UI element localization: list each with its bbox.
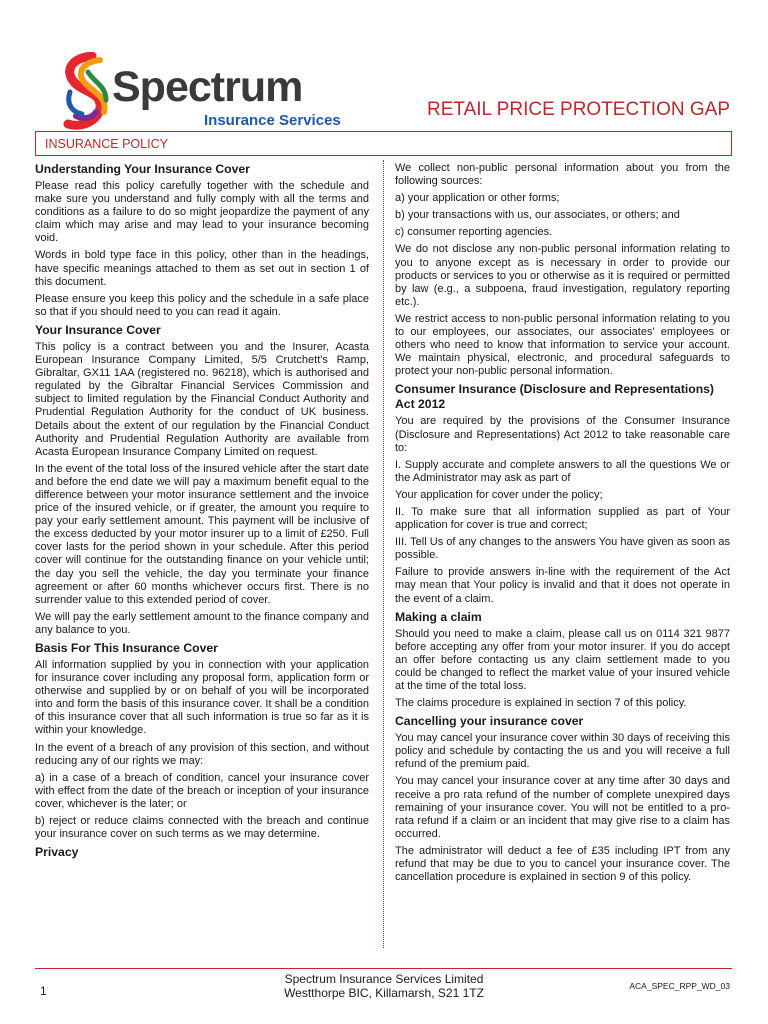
paragraph: c) consumer reporting agencies.	[395, 226, 553, 239]
spectrum-logo	[62, 52, 352, 134]
paragraph: We will pay the early settlement amount to the finance company and any balance to you.	[35, 610, 369, 636]
logo-subtitle: Insurance Services	[204, 112, 341, 129]
heading-cancelling: Cancelling your insurance cover	[395, 714, 584, 729]
footer-divider	[35, 968, 732, 969]
section-label: INSURANCE POLICY	[45, 137, 168, 151]
paragraph: You may cancel your insurance cover within 30 days of receiving this policy and schedule by contacting the us and you will receive a full refund of the premium paid.	[395, 732, 730, 771]
paragraph: a) your application or other forms;	[395, 192, 560, 205]
footer-address: Westthorpe BIC, Killamarsh, S21 1TZ	[284, 986, 484, 1000]
paragraph: b) your transactions with us, our associates, or others; and	[395, 209, 680, 222]
heading-privacy: Privacy	[35, 845, 79, 860]
paragraph: Words in bold type face in this policy, other than in the headings, have specific meanings attached to them as set out in section 1 of this document.	[35, 249, 369, 288]
left-column	[35, 162, 369, 863]
paragraph: I. Supply accurate and complete answers to all the questions We or the Administrator may ask as part of	[395, 458, 730, 484]
paragraph: We do not disclose any non-public personal information relating to you to anyone except as is necessary in order to provide our products or services to you or otherwise as it is required or permitted by law (e.g., a subpoena, fraud investigation, regulatory reporting etc.).	[395, 243, 730, 308]
page-number: 1	[40, 984, 47, 998]
paragraph: In the event of a breach of any provision of this section, and without reducing any of our rights we may:	[35, 741, 369, 767]
paragraph: Your application for cover under the policy;	[395, 488, 603, 501]
paragraph: III. Tell Us of any changes to the answers You have given as soon as possible.	[395, 536, 730, 562]
paragraph: You are required by the provisions of the Consumer Insurance (Disclosure and Representations) Act 2012 to take reasonable care to:	[395, 415, 730, 454]
paragraph: Please read this policy carefully together with the schedule and make sure you understand and fully comply with all the terms and conditions as a failure to do so might jeopardize the payment of any claim which may arise and may lead to your insurance becoming void.	[35, 180, 369, 245]
heading-basis: Basis For This Insurance Cover	[35, 641, 218, 655]
paragraph: b) reject or reduce claims connected with the breach and continue your insurance cover on such terms as we may determine.	[35, 815, 369, 841]
paragraph: This policy is a contract between you and the Insurer, Acasta European Insurance Company Limited, 5/5 Crutchett's Ramp, Gibraltar, GX11 1AA (registered no. 96218), which is authorised and regulated by the Gibraltar Financial Services Commission and subject to limited regulation by the Financial Conduct Authority and Prudential Regulation Authority for the conduct of UK business. Details about the extent of our regulation by the Financial Conduct Authority and Prudential Regulation Authority are available from Acasta European Insurance Company Limited on request.	[35, 340, 369, 458]
paragraph: a) in a case of a breach of condition, cancel your insurance cover with effect from the date of the breach or inception of your insurance cover, whichever is the later; or	[35, 771, 369, 810]
paragraph: In the event of the total loss of the insured vehicle after the start date and before the end date we will pay a maximum benefit equal to the difference between your motor insurance settlement and the invoice price of the insured vehicle, or if greater, the amount you require to pay your early settlement amount. This payment will be inclusive of the excess deducted by your motor insurer up to a limit of £250. Full cover lasts for the period shown in your schedule. After this period cover will continue for the outstanding finance on your vehicle until; the day you sell the vehicle, the day you terminate your finance agreement or after 60 months whichever occurs first. There is no surrender value to this extended period of cover.	[35, 462, 369, 606]
document-reference: ACA_SPEC_RPP_WD_03	[629, 981, 730, 991]
document-title: RETAIL PRICE PROTECTION GAP	[427, 99, 730, 120]
paragraph: All information supplied by you in connection with your application for insurance cover including any proposal form, application form or otherwise and supplied by or on behalf of you will be incorporated into and form the basis of this insurance cover. It shall be a condition of this insurance cover that all such information is true so far as it is within your knowledge.	[35, 659, 369, 737]
section-header	[35, 131, 732, 156]
paragraph: Should you need to make a claim, please call us on 0114 321 9877 before accepting any offer from your motor insurer. If you do accept an offer before contacting us any claim settlement made to you could be changed to reflect the market value of your insured vehicle at the time of the total loss.	[395, 627, 730, 692]
paragraph: II. To make sure that all information supplied as part of Your application for cover is true and correct;	[395, 505, 730, 532]
heading-making-claim: Making a claim	[395, 609, 482, 624]
paragraph: The claims procedure is explained in section 7 of this policy.	[395, 697, 687, 710]
paragraph: We collect non-public personal information about you from the following sources:	[395, 162, 730, 188]
heading-your-cover: Your Insurance Cover	[35, 322, 161, 337]
paragraph: You may cancel your insurance cover at any time after 30 days and receive a pro rata refund of the number of complete unexpired days remaining of your insurance cover. You will not be entitled to a pro-rata refund if a claim or an incident that may give rise to a claim has occurred.	[395, 775, 730, 840]
column-divider	[383, 160, 384, 948]
right-column	[395, 162, 730, 888]
footer-company: Spectrum Insurance Services Limited	[284, 972, 484, 986]
paragraph: Failure to provide answers in-line with the requirement of the Act may mean that Your policy is invalid and that it does not operate in the event of a claim.	[395, 566, 730, 605]
heading-consumer-act: Consumer Insurance (Disclosure and Representations) Act 2012	[395, 382, 714, 412]
logo-brand: Spectrum	[112, 63, 303, 111]
paragraph: Please ensure you keep this policy and the schedule in a safe place so that if you should need to you can read it again.	[35, 292, 369, 318]
paragraph: The administrator will deduct a fee of £35 including IPT from any refund that may be due to you to cancel your insurance cover. The cancellation procedure is explained in section 9 of this policy.	[395, 844, 730, 884]
heading-understanding: Understanding Your Insurance Cover	[35, 162, 250, 176]
spectrum-swirl-icon	[62, 52, 114, 134]
paragraph: We restrict access to non-public personal information relating to you to our employees, our associates, our associates' employees or others who need to know that information to service your account. We maintain physical, electronic, and procedural safeguards to protect your non-public personal information.	[395, 312, 730, 378]
